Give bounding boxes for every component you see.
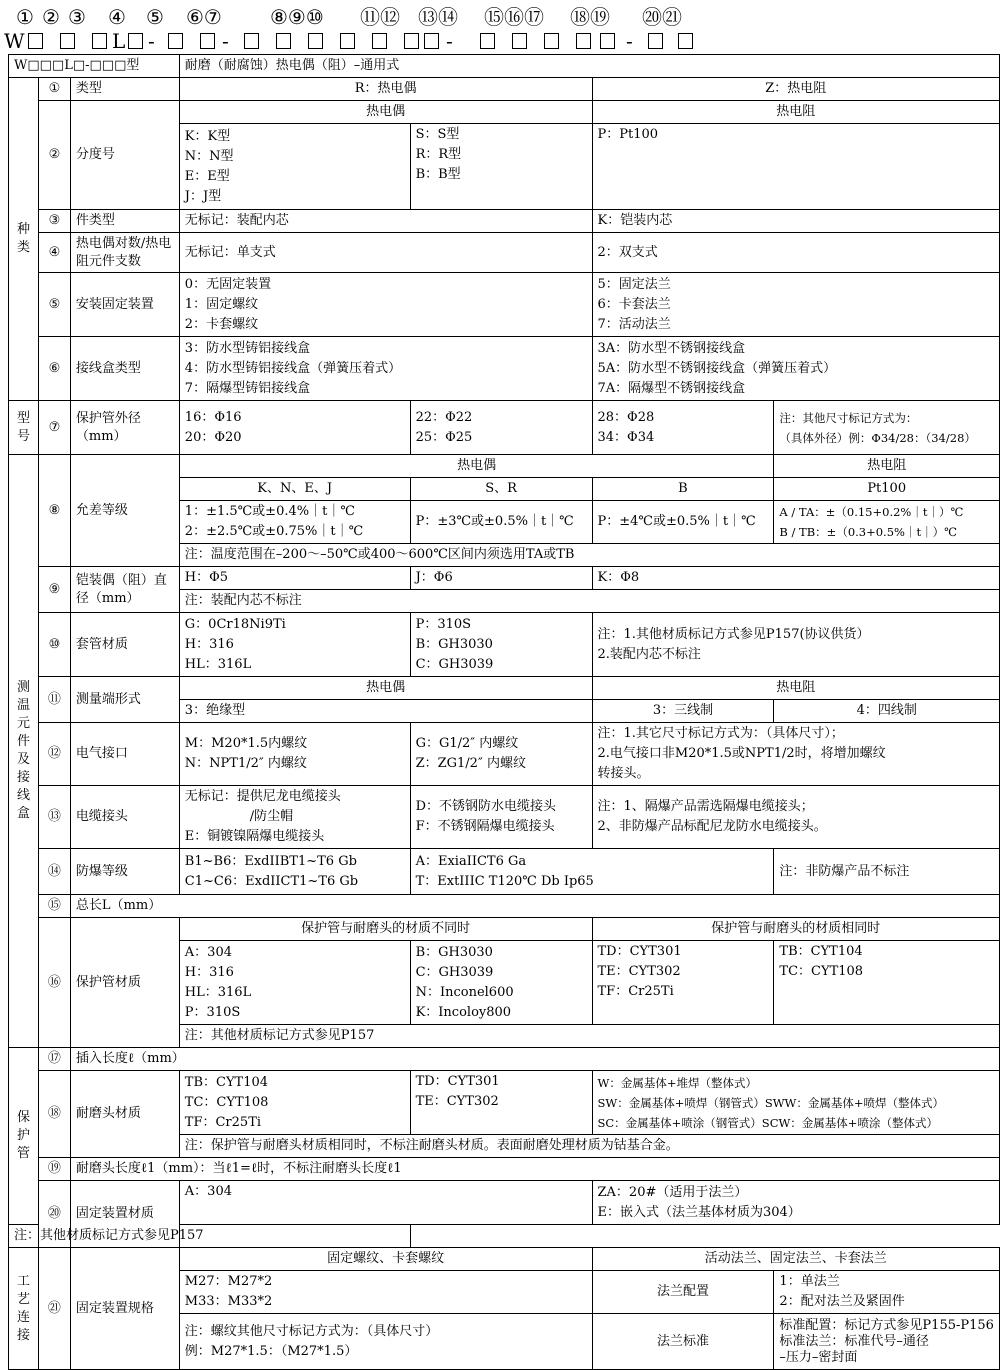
code-box	[308, 33, 323, 49]
code-dash: -	[148, 29, 155, 53]
note-cell: 注：非防爆产品不标注	[774, 849, 1000, 895]
option-list: TD：CYT301 TE：CYT302 TF：Cr25Ti	[592, 941, 774, 1025]
code-dash: -	[626, 29, 633, 53]
sub-header: 保护管与耐磨头的材质不同时	[179, 918, 592, 941]
code-box	[244, 33, 259, 49]
code-index-numbers-3: ③	[68, 5, 86, 29]
option-list: M：M20*1.5内螺纹 N：NPT1/2″ 内螺纹	[179, 723, 410, 786]
option-cell: 3：三线制	[592, 700, 774, 723]
row-name: 电缆接头	[70, 786, 179, 849]
option-list: A：ExiaIICT6 Ga T：ExtIIIC T120℃ Db Ip65	[410, 849, 774, 895]
sub-header: 法兰标准	[592, 1314, 774, 1370]
option-list: B1~B6：ExdIIBT1~T6 Gb C1~C6：ExdIICT1~T6 Gb	[179, 849, 410, 895]
option-list: 1：单法兰 2：配对法兰及紧固件	[774, 1271, 1000, 1314]
row-name: 件类型	[70, 210, 179, 233]
model-cell: W□□□L□-□□□型	[9, 55, 180, 78]
row-number: ⑱	[38, 1071, 70, 1158]
option-list: 无标记：提供尼龙电缆接头 /防尘帽 E：铜镀镍隔爆电缆接头	[179, 786, 410, 849]
row-number: ⑫	[38, 723, 70, 786]
sub-header: Pt100	[774, 478, 1000, 501]
sub-header: 热电偶	[179, 677, 592, 700]
row-name: 允差等级	[70, 455, 179, 567]
code-box	[648, 33, 663, 49]
table-title: 耐磨（耐腐蚀）热电偶（阻）–通用式	[179, 55, 999, 78]
sub-header: 固定螺纹、卡套螺纹	[179, 1248, 592, 1271]
option-list: 3A：防水型不锈钢接线盒 5A：防水型不锈钢接线盒（弹簧压着式） 7A：隔爆型不锈钢接线盒	[592, 337, 1000, 401]
row-number: ①	[38, 78, 70, 101]
code-box	[576, 33, 591, 49]
note-cell: 注：其他尺寸标记方式为： （具体外径）例：Φ34/28：（34/28）	[774, 401, 1000, 455]
option-cell: H：Φ5	[179, 567, 410, 590]
row-number: ⑲	[38, 1158, 70, 1181]
row-number: ②	[38, 101, 70, 210]
sub-header: 热电偶	[179, 101, 592, 124]
option-list: 22：Φ22 25：Φ25	[410, 401, 592, 455]
note-cell: 注：1.其它尺寸标记方式为：（具体尺寸）； 2.电气接口非M20*1.5或NPT1/2时，将增加螺纹 转接头。	[592, 723, 1000, 786]
option-list: M27：M27*2 M33：M33*2	[179, 1271, 592, 1314]
code-index-numbers-8910: ⑧⑨⑩	[270, 5, 324, 29]
option-list: 16：Φ16 20：Φ20	[179, 401, 410, 455]
row-number: ⑤	[38, 273, 70, 337]
tolerance-list: 1：±1.5℃或±0.4%｜t｜℃ 2：±2.5℃或±0.75%｜t｜℃	[179, 501, 410, 544]
row-name: 固定装置材质	[70, 1181, 179, 1248]
row-name: 总长L（mm）	[70, 895, 999, 918]
row-name: 类型	[70, 78, 179, 101]
row-number: ⑥	[38, 337, 70, 401]
option-list: G：G1/2″ 内螺纹 Z：ZG1/2″ 内螺纹	[410, 723, 592, 786]
row-name: 套管材质	[70, 613, 179, 677]
row-name: 铠装偶（阻）直径（mm）	[70, 567, 179, 613]
code-box	[404, 33, 419, 49]
option-cell: A：304	[179, 1181, 592, 1225]
row-number: ㉑	[38, 1248, 70, 1370]
group-label-sensor: 测温元件及接线盒	[9, 455, 39, 1048]
code-box	[424, 33, 439, 49]
code-box	[168, 33, 183, 49]
option-cell: 2：双支式	[592, 233, 1000, 273]
tolerance-cell: P：±4℃或±0.5%｜t｜℃	[592, 501, 774, 544]
sub-header: 热电阻	[592, 677, 1000, 700]
group-label-type: 种类	[9, 78, 39, 401]
code-index-numbers-5: ⑤	[146, 5, 164, 29]
row-name: 接线盒类型	[70, 337, 179, 401]
group-label-connection: 工艺连接	[9, 1248, 39, 1370]
code-index-numbers-2: ②	[42, 5, 60, 29]
code-box	[276, 33, 291, 49]
option-cell: 无标记：装配内芯	[179, 210, 592, 233]
row-number: ⑰	[38, 1048, 70, 1071]
row-number: ⑬	[38, 786, 70, 849]
row-name: 热电偶对数/热电阻元件支数	[70, 233, 179, 273]
option-list: 0：无固定装置 1：固定螺纹 2：卡套螺纹	[179, 273, 592, 337]
code-box	[92, 33, 107, 49]
option-cell: 4：四线制	[774, 700, 1000, 723]
graduation-list-1: K：K型 N：N型 E：E型 J：J型	[179, 124, 410, 210]
option-cell: K：Φ8	[592, 567, 1000, 590]
option-cell: J：Φ6	[410, 567, 592, 590]
code-box	[60, 33, 75, 49]
code-box	[512, 33, 527, 49]
option-list: B：GH3030 C：GH3039 N：Inconel600 K：Incoloy800	[410, 941, 592, 1025]
option-list: A：304 H：316 HL：316L P：310S	[179, 941, 410, 1025]
option-thermocouple: R：热电偶	[179, 78, 592, 101]
sub-header: 热电偶	[179, 455, 774, 478]
note-cell: 注：保护管与耐磨头材质相同时，不标注耐磨头材质。表面耐磨处理材质为钴基合金。	[179, 1135, 999, 1158]
sub-header: S、R	[410, 478, 592, 501]
row-name: 保护管材质	[70, 918, 179, 1048]
row-number: ⑪	[38, 677, 70, 723]
option-list: ZA：20#（适用于法兰） E：嵌入式（法兰基体材质为304）	[592, 1181, 1000, 1225]
graduation-list-3: P：Pt100	[592, 124, 1000, 210]
option-list: P：310S B：GH3030 C：GH3039	[410, 613, 592, 677]
code-index-numbers-1314: ⑬⑭	[418, 5, 458, 29]
row-name: 固定装置规格	[70, 1248, 179, 1370]
option-list: D：不锈钢防水电缆接头 F：不锈钢隔爆电缆接头	[410, 786, 592, 849]
sub-header: 活动法兰、固定法兰、卡套法兰	[592, 1248, 1000, 1271]
note-cell: 注：螺纹其他尺寸标记方式为：（具体尺寸） 例：M27*1.5：（M27*1.5）	[179, 1314, 592, 1370]
row-number: ⑭	[38, 849, 70, 895]
code-index-numbers-2021: ⑳㉑	[642, 5, 682, 29]
option-list: 5：固定法兰 6：卡套法兰 7：活动法兰	[592, 273, 1000, 337]
code-box	[340, 33, 355, 49]
row-name: 插入长度ℓ（mm）	[70, 1048, 999, 1071]
note-cell: 注：装配内芯不标注	[179, 590, 999, 613]
sub-header: 热电阻	[774, 455, 1000, 478]
row-name: 耐磨头材质	[70, 1071, 179, 1158]
row-number: ⑨	[38, 567, 70, 613]
code-box	[544, 33, 559, 49]
note-cell: 注：其他材质标记方式参见P157	[9, 1225, 411, 1248]
option-rtd: Z：热电阻	[592, 78, 1000, 101]
code-box	[128, 33, 143, 49]
row-name: 测量端形式	[70, 677, 179, 723]
code-index-numbers-1: ①	[16, 5, 34, 29]
code-box	[600, 33, 615, 49]
code-box	[678, 33, 693, 49]
tolerance-cell: P：±3℃或±0.5%｜t｜℃	[410, 501, 592, 544]
row-name: 耐磨头长度ℓ1（mm）：当ℓ1=ℓ时，不标注耐磨头长度ℓ1	[70, 1158, 999, 1181]
option-cell: K：铠装内芯	[592, 210, 1000, 233]
note-cell: 注：1、隔爆产品需选隔爆电缆接头； 2、非防爆产品标配尼龙防水电缆接头。	[592, 786, 1000, 849]
option-list: 28：Φ28 34：Φ34	[592, 401, 774, 455]
tolerance-list: A / TA：±（0.15+0.2%｜t｜）℃ B / TB：±（0.3+0.5%｜t｜）℃	[774, 501, 1000, 544]
sub-header: 保护管与耐磨头的材质相同时	[592, 918, 1000, 941]
code-dash: -	[222, 29, 229, 53]
code-dash: -	[446, 29, 453, 53]
row-number: ⑮	[38, 895, 70, 918]
row-name: 防爆等级	[70, 849, 179, 895]
note-cell: 注：1.其他材质标记方式参见P157(协议供货） 2.装配内芯不标注	[592, 613, 1000, 677]
code-box	[28, 33, 43, 49]
option-list: TB：CYT104 TC：CYT108	[774, 941, 1000, 1025]
sub-header: 法兰配置	[592, 1271, 774, 1314]
option-cell: 无标记：单支式	[179, 233, 592, 273]
code-letter-l: L	[112, 29, 126, 53]
row-number: ⑦	[38, 401, 70, 455]
graduation-list-2: S：S型 R：R型 B：B型	[410, 124, 592, 210]
group-label-model: 型号	[9, 401, 39, 455]
code-index-numbers-1112: ⑪⑫	[360, 5, 400, 29]
row-number: ⑩	[38, 613, 70, 677]
note-cell: 注：其他材质标记方式参见P157	[179, 1025, 999, 1048]
row-name: 分度号	[70, 101, 179, 210]
note-cell: 注：温度范围在–200～–50℃或400～600℃区间内须选用TA或TB	[179, 544, 999, 567]
row-name: 安装固定装置	[70, 273, 179, 337]
sub-header: B	[592, 478, 774, 501]
note-cell: W：金属基体+堆焊（整体式） SW：金属基体+喷焊（钢管式）SWW：金属基体+喷焊（整体式） SC：金属基体+喷涂（钢管式）SCW：金属基体+喷涂（整体式）	[592, 1071, 1000, 1135]
code-index-numbers-4: ④	[108, 5, 126, 29]
row-name: 保护管外径（mm）	[70, 401, 179, 455]
code-box	[200, 33, 215, 49]
option-cell: 3：绝缘型	[179, 700, 592, 723]
option-list: TD：CYT301 TE：CYT302	[410, 1071, 592, 1135]
code-prefix-w: W	[4, 29, 25, 53]
row-number: ④	[38, 233, 70, 273]
sub-header: K、N、E、J	[179, 478, 410, 501]
code-box	[480, 33, 495, 49]
row-number: ⑳	[38, 1181, 70, 1248]
model-code-header	[0, 0, 1000, 52]
option-list: G：0Cr18Ni9Ti H：316 HL：316L	[179, 613, 410, 677]
sub-header: 热电阻	[592, 101, 1000, 124]
group-label-tube: 保护管	[9, 1048, 39, 1225]
option-list: 标准配置：标记方式参见P155-P156 标准法兰：标准代号–通径 –压力–密封面	[774, 1314, 1000, 1370]
selection-table	[8, 54, 1000, 1370]
option-list: TB：CYT104 TC：CYT108 TF：Cr25Ti	[179, 1071, 410, 1135]
row-number: ⑯	[38, 918, 70, 1048]
row-number: ⑧	[38, 455, 70, 567]
row-name: 电气接口	[70, 723, 179, 786]
code-index-numbers-1819: ⑱⑲	[570, 5, 610, 29]
option-list: 3：防水型铸铝接线盒 4：防水型铸铝接线盒（弹簧压着式） 7：隔爆型铸铝接线盒	[179, 337, 592, 401]
row-number: ③	[38, 210, 70, 233]
code-index-numbers-151617: ⑮⑯⑰	[484, 5, 544, 29]
code-box	[372, 33, 387, 49]
code-index-numbers-67: ⑥⑦	[186, 5, 222, 29]
